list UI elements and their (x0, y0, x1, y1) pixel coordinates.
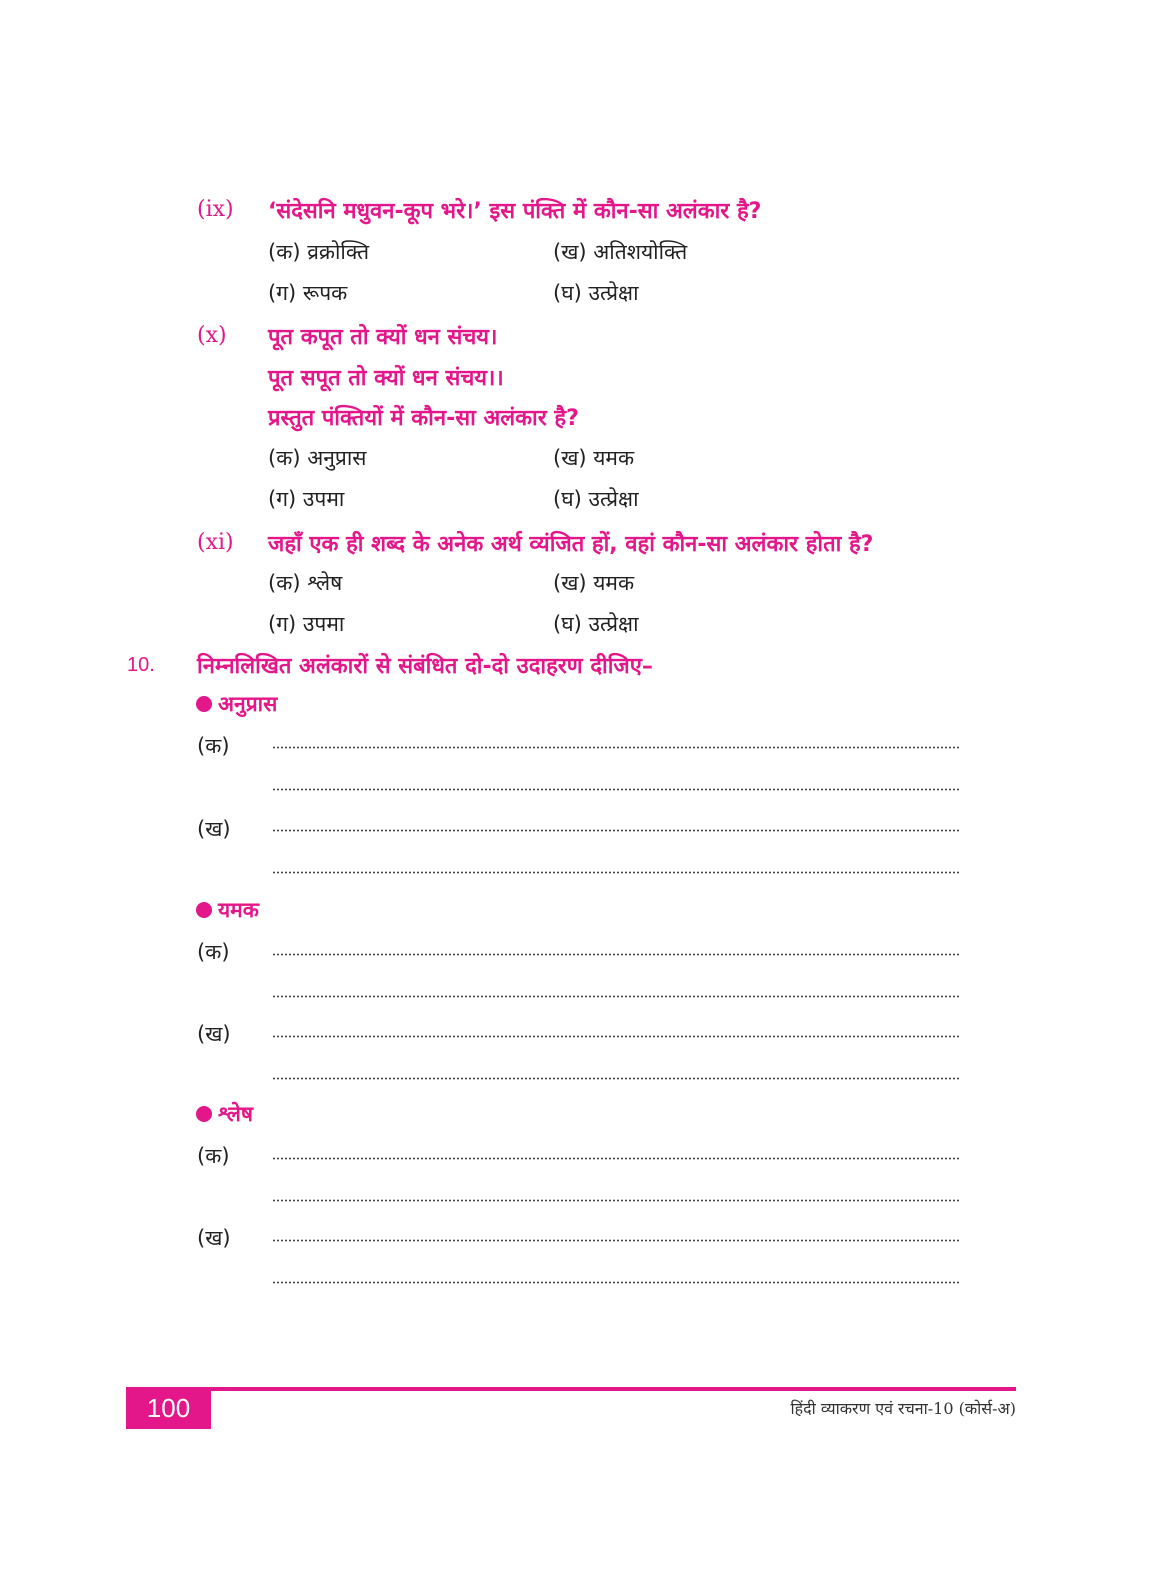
answer-line[interactable] (272, 1035, 960, 1038)
answer-line[interactable] (272, 1199, 960, 1202)
question-ix-option-ka: (क) व्रक्रोक्ति (268, 240, 370, 264)
question-x-line-2: पूत सपूत तो क्यों धन संचय।। (268, 366, 504, 391)
answer-label-ka: (क) (197, 940, 230, 964)
bullet-icon (196, 1106, 212, 1122)
answer-line[interactable] (272, 953, 960, 956)
answer-label-kha: (ख) (197, 1022, 231, 1046)
question-x-number: (x) (197, 323, 227, 348)
bullet-icon (196, 696, 212, 712)
question-xi-option-ga: (ग) उपमा (268, 612, 345, 636)
question-ix-option-kha: (ख) अतिशयोक्ति (553, 240, 688, 264)
section-heading-shlesh (196, 1100, 253, 1128)
question-x-option-kha: (ख) यमक (553, 446, 635, 470)
question-10-number: 10. (127, 654, 155, 676)
question-x-line-1: पूत कपूत तो क्यों धन संचय। (268, 325, 498, 350)
question-ix-number: (ix) (197, 197, 234, 222)
answer-label-kha: (ख) (197, 817, 231, 841)
question-x-option-gha: (घ) उत्प्रेक्षा (553, 487, 639, 511)
answer-line[interactable] (272, 1157, 960, 1160)
section-title: श्लेष (218, 1102, 254, 1126)
answer-line[interactable] (272, 871, 960, 874)
bullet-icon (196, 902, 212, 918)
question-x-option-ka: (क) अनुप्रास (268, 446, 367, 470)
section-heading-anupras (196, 690, 277, 718)
answer-line[interactable] (272, 995, 960, 998)
book-title: हिंदी व्याकरण एवं रचना-10 (कोर्स-अ) (790, 1399, 1016, 1418)
answer-line[interactable] (272, 1281, 960, 1284)
question-x-option-ga: (ग) उपमा (268, 487, 345, 511)
answer-line[interactable] (272, 1239, 960, 1242)
answer-label-ka: (क) (197, 734, 230, 758)
page-number: 100 (126, 1387, 211, 1429)
question-ix-option-ga: (ग) रूपक (268, 281, 348, 305)
answer-label-kha: (ख) (197, 1226, 231, 1250)
section-title: यमक (218, 898, 259, 922)
section-heading-yamak (196, 896, 259, 924)
section-title: अनुप्रास (218, 692, 278, 716)
question-xi-text: जहाँ एक ही शब्द के अनेक अर्थ व्यंजित हों, वहां कौन-सा अलंकार होता है? (268, 532, 874, 557)
question-xi-number: (xi) (197, 530, 234, 555)
question-ix-text: ‘संदेसनि मधुवन-कूप भरे।’ इस पंक्ति में कौन-सा अलंकार है? (268, 199, 762, 224)
question-x-line-3: प्रस्तुत पंक्तियों में कौन-सा अलंकार है? (268, 406, 579, 431)
answer-line[interactable] (272, 746, 960, 749)
answer-line[interactable] (272, 788, 960, 791)
answer-line[interactable] (272, 829, 960, 832)
question-xi-option-gha: (घ) उत्प्रेक्षा (553, 612, 639, 636)
answer-line[interactable] (272, 1077, 960, 1080)
question-xi-option-ka: (क) श्लेष (268, 571, 343, 595)
footer-rule (126, 1387, 1016, 1391)
answer-label-ka: (क) (197, 1144, 230, 1168)
question-xi-option-kha: (ख) यमक (553, 571, 635, 595)
question-ix-option-gha: (घ) उत्प्रेक्षा (553, 281, 639, 305)
question-10-text: निम्नलिखित अलंकारों से संबंधित दो-दो उदाहरण दीजिए– (197, 654, 653, 679)
